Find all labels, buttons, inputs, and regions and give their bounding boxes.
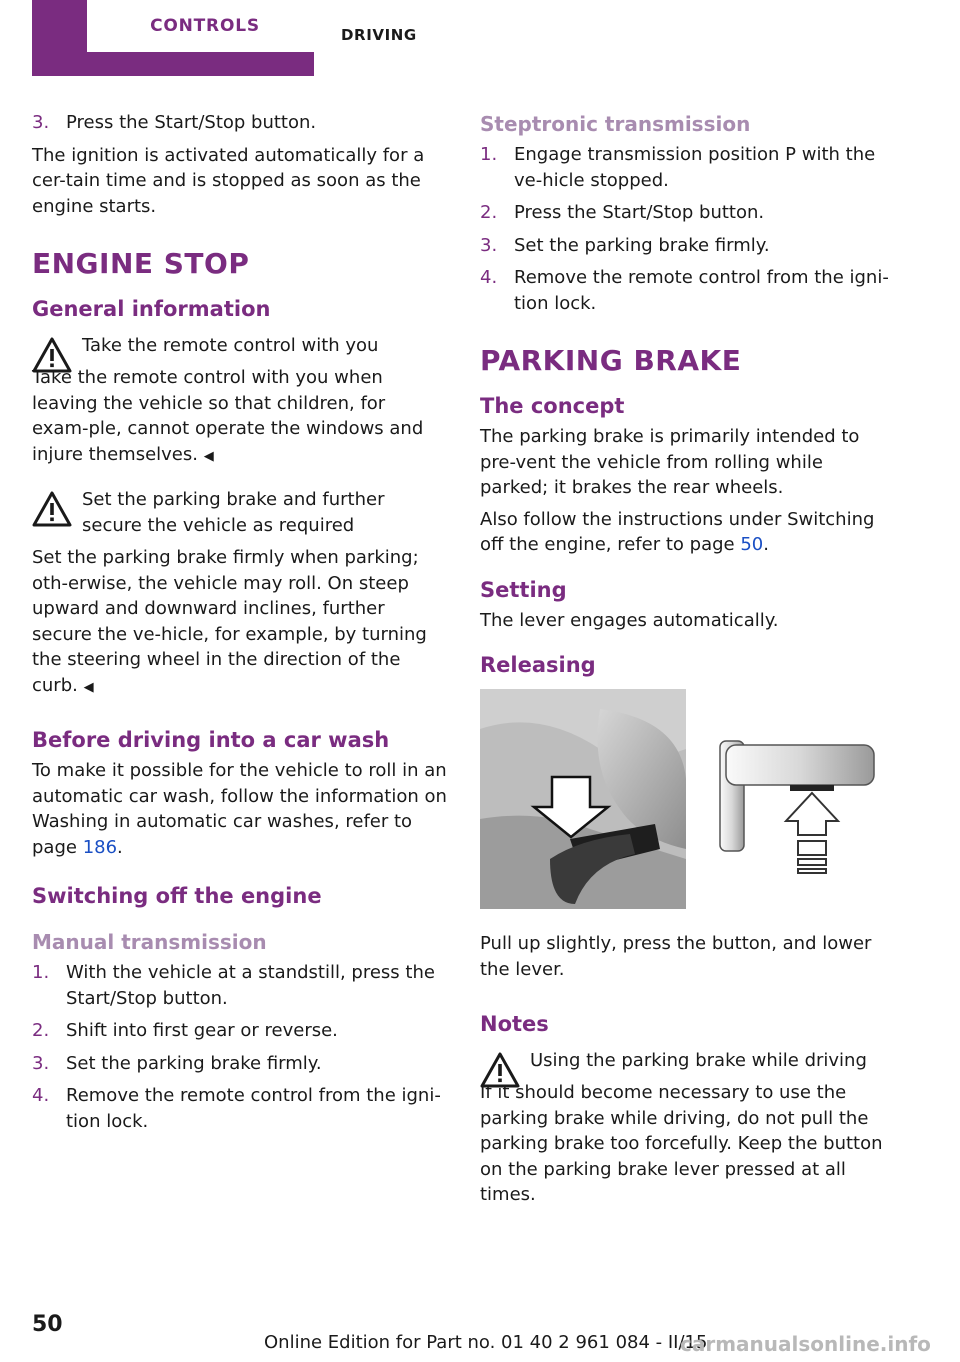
ignition-paragraph: The ignition is activated automatically for a cer-tain time and is stopped as soon as the engine starts. [32, 144, 425, 217]
warning-brake-while-driving [480, 1048, 895, 1208]
start-steps-list [32, 110, 447, 136]
step-number: 1. [32, 962, 50, 983]
heading-the-concept: The concept [480, 394, 625, 418]
header-tab-label-box [87, 0, 323, 52]
diagram-background [686, 689, 895, 909]
heading-general-information: General information [32, 297, 271, 321]
also-follow-paragraph: Also follow the instructions under Switching off the engine, refer to page 50. [480, 508, 875, 555]
warning-title: Set the parking brake and further secure the vehicle as required [82, 489, 385, 536]
step-number: 3. [32, 1052, 50, 1074]
warning-body: Take the remote control with you when leaving the vehicle so that children, for exam-ple, cannot operate the windows and injure themselves. ◀ [32, 367, 424, 465]
heading-releasing: Releasing [480, 653, 596, 677]
step-text: Shift into first gear or reverse. [66, 1020, 338, 1041]
heading-engine-stop: ENGINE STOP [32, 247, 250, 280]
car-wash-paragraph: To make it possible for the vehicle to roll in an automatic car wash, follow the information on Washing in automatic car washes, refer to page 186. [32, 760, 447, 858]
list-item [480, 200, 895, 226]
warning-parking-brake [32, 487, 447, 700]
warning-triangle-icon [32, 337, 72, 373]
step-number: 4. [480, 267, 498, 288]
arrow-tail-block [798, 859, 826, 865]
page-number: 50 [32, 1312, 63, 1337]
warning-body: If it should become necessary to use the parking brake while driving, do not pull the parking brake too forcefully. Keep the button on the parking brake lever pressed at all times. [480, 1082, 883, 1205]
list-item [480, 233, 895, 259]
concept-paragraph: The parking brake is primarily intended to pre-vent the vehicle from rolling while parked; it brakes the rear wheels. [480, 426, 860, 498]
end-mark-icon: ◀ [83, 679, 94, 695]
step-text: Press the Start/Stop button. [66, 112, 317, 133]
warning-triangle-icon [480, 1052, 520, 1088]
heading-setting: Setting [480, 577, 567, 602]
list-item [480, 142, 895, 193]
list-item [32, 110, 447, 136]
step-number: 3. [480, 234, 498, 256]
watermark: carmanualsonline.info [680, 1332, 931, 1356]
setting-paragraph: The lever engages automatically. [480, 609, 779, 631]
steptronic-steps-list [480, 142, 895, 316]
heading-parking-brake: PARKING BRAKE [480, 344, 742, 377]
step-text: Set the parking brake firmly. [514, 234, 770, 256]
releasing-caption: Pull up slightly, press the button, and lower the lever. [480, 933, 872, 980]
step-number: 1. [480, 144, 498, 165]
warning-triangle-icon [32, 491, 72, 527]
page-link-186[interactable]: 186 [82, 836, 118, 858]
heading-steptronic: Steptronic transmission [480, 112, 751, 136]
header-tab [32, 0, 314, 76]
warning-body: Set the parking brake firmly when parking; oth-erwise, the vehicle may roll. On steep upward and downward inclines, further secure the ve-hicle, for example, by turning the steering wheel in the direction of the curb. ◀ [32, 547, 427, 696]
step-text: Remove the remote control from the igni-tion lock. [514, 267, 889, 314]
heading-switching-off: Switching off the engine [32, 884, 322, 908]
list-item [32, 960, 447, 1011]
step-text: With the vehicle at a standstill, press the Start/Stop button. [66, 962, 435, 1009]
list-item [32, 1051, 447, 1077]
step-number: 3. [32, 112, 50, 133]
warning-title: Take the remote control with you [82, 335, 379, 356]
header-section-label: DRIVING [341, 26, 417, 44]
left-column [32, 110, 447, 1141]
step-text: Remove the remote control from the igni-tion lock. [66, 1085, 441, 1132]
heading-manual-transmission: Manual transmission [32, 930, 267, 954]
list-item [480, 265, 895, 316]
end-mark-icon: ◀ [203, 448, 214, 464]
parking-brake-figure [480, 689, 895, 909]
arrow-tail-block [798, 869, 826, 873]
heading-notes: Notes [480, 1012, 549, 1036]
step-number: 4. [32, 1085, 50, 1106]
arrow-tail-block [798, 841, 826, 855]
release-button [790, 785, 834, 791]
warning-remote-control [32, 333, 447, 469]
lever-grip [726, 745, 874, 785]
step-text: Engage transmission position P with the ve-hicle stopped. [514, 144, 876, 191]
list-item [32, 1018, 447, 1044]
step-text: Set the parking brake firmly. [66, 1052, 322, 1074]
edition-line: Online Edition for Part no. 01 40 2 961 084 - II/15 [264, 1332, 708, 1353]
right-column [480, 110, 895, 1212]
parking-brake-illustration [480, 689, 895, 909]
step-text: Press the Start/Stop button. [514, 202, 765, 223]
step-number: 2. [32, 1020, 50, 1041]
heading-car-wash: Before driving into a car wash [32, 728, 390, 752]
manual-steps-list [32, 960, 447, 1134]
header-tab-label: CONTROLS [150, 16, 260, 36]
warning-title: Using the parking brake while driving [530, 1050, 867, 1071]
step-number: 2. [480, 202, 498, 223]
list-item [32, 1083, 447, 1134]
page-link-50[interactable]: 50 [740, 534, 764, 555]
